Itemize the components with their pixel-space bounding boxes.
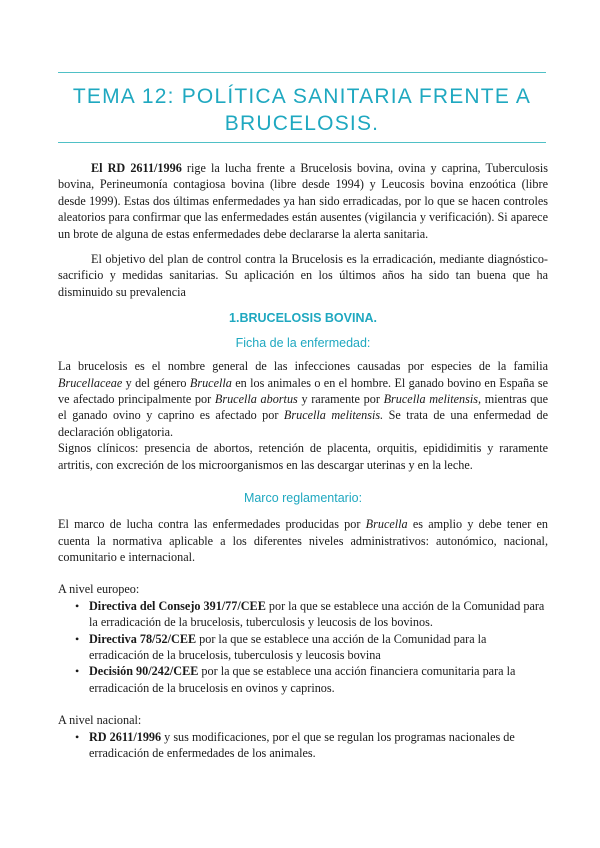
- section-heading-brucelosis-bovina: 1.BRUCELOSIS BOVINA.: [229, 311, 377, 326]
- bullet-icon: •: [75, 631, 80, 646]
- nacional-label: A nivel nacional:: [58, 713, 142, 728]
- intro-paragraph-1: [58, 160, 548, 242]
- nacional-list: [58, 729, 548, 762]
- title-underline-rule: [58, 142, 546, 143]
- list-item: • RD 2611/1996 y sus modificaciones, por el que se regulan los programas nacionales de erradicación de enfermedades de los animales.: [75, 729, 515, 760]
- document-body: [58, 160, 548, 761]
- bullet-icon: •: [75, 664, 80, 679]
- intro-paragraph-2: El objetivo del plan de control contra la Brucelosis es la erradicación, mediante diagnóstico-sacrificio y medidas sanitarias. Su aplicación en los últimos años ha sido tan buena que ha disminuido su prevalencia: [58, 252, 548, 299]
- page-title: TEMA 12: POLÍTICA SANITARIA FRENTE A BRUCELOSIS.: [72, 85, 532, 135]
- subheading-ficha: Ficha de la enfermedad:: [235, 336, 371, 351]
- ficha-paragraph: La brucelosis es el nombre general de las infecciones causadas por especies de la familia Brucellaceae y del género Brucella en los animales o en el hombre. El ganado bovino en España se ve afectado principalmente por Brucella abortus y raramente por Brucella melitensis, mientras que el ganado ovino y caprino es afectado por Brucella melitensis. Se trata de una enfermedad de declaración obligatoria.: [58, 359, 548, 439]
- top-rule: [58, 72, 546, 73]
- intro-p1-text: rige la lucha frente a Brucelosis bovina, ovina y caprina, Tuberculosis bovina, Perineumonía contagiosa bovina (libre desde 1994) y Leucosis bovina enzoótica (libre desde 1999). Estas dos últimas enfermedades ya han sido erradicadas, por lo que se hacen controles aleatorios para confirmar que las enfermedades están ausentes (vigilancia y verificación). Si aparece un brote de alguna de estas enfermedades debe declararse la alerta sanitaria.: [58, 161, 548, 241]
- marco-paragraph: El marco de lucha contra las enfermedades producidas por Brucella es amplio y debe tener en cuenta la normativa aplicable a los diferentes niveles administrativos: autonómico, nacional, comunitario e internacional.: [58, 517, 548, 564]
- intro-rd-bold: El RD 2611/1996: [91, 161, 182, 175]
- list-item: • Directiva 78/52/CEE por la que se establece una acción de la Comunidad para la erradicación de la brucelosis, tuberculosis y leucosis bovina: [75, 631, 487, 662]
- list-item: • Directiva del Consejo 391/77/CEE por la que se establece una acción de la Comunidad para la erradicación de la brucelosis, tuberculosis y leucosis de los bovinos.: [75, 598, 545, 630]
- subheading-marco: Marco reglamentario:: [243, 491, 363, 506]
- signos-clinicos-paragraph: Signos clínicos: presencia de abortos, retención de placenta, orquitis, epididimitis y raramente artritis, con excreción de los microorganismos en las descargar uterinas y en la leche.: [58, 441, 548, 472]
- europeo-list: [58, 598, 548, 696]
- list-item: • Decisión 90/242/CEE por la que se establece una acción financiera comunitaria para la erradicación de la brucelosis en ovinos y caprinos.: [75, 664, 516, 695]
- bullet-icon: •: [75, 598, 80, 613]
- europeo-label: A nivel europeo:: [58, 582, 140, 597]
- bullet-icon: •: [75, 729, 80, 744]
